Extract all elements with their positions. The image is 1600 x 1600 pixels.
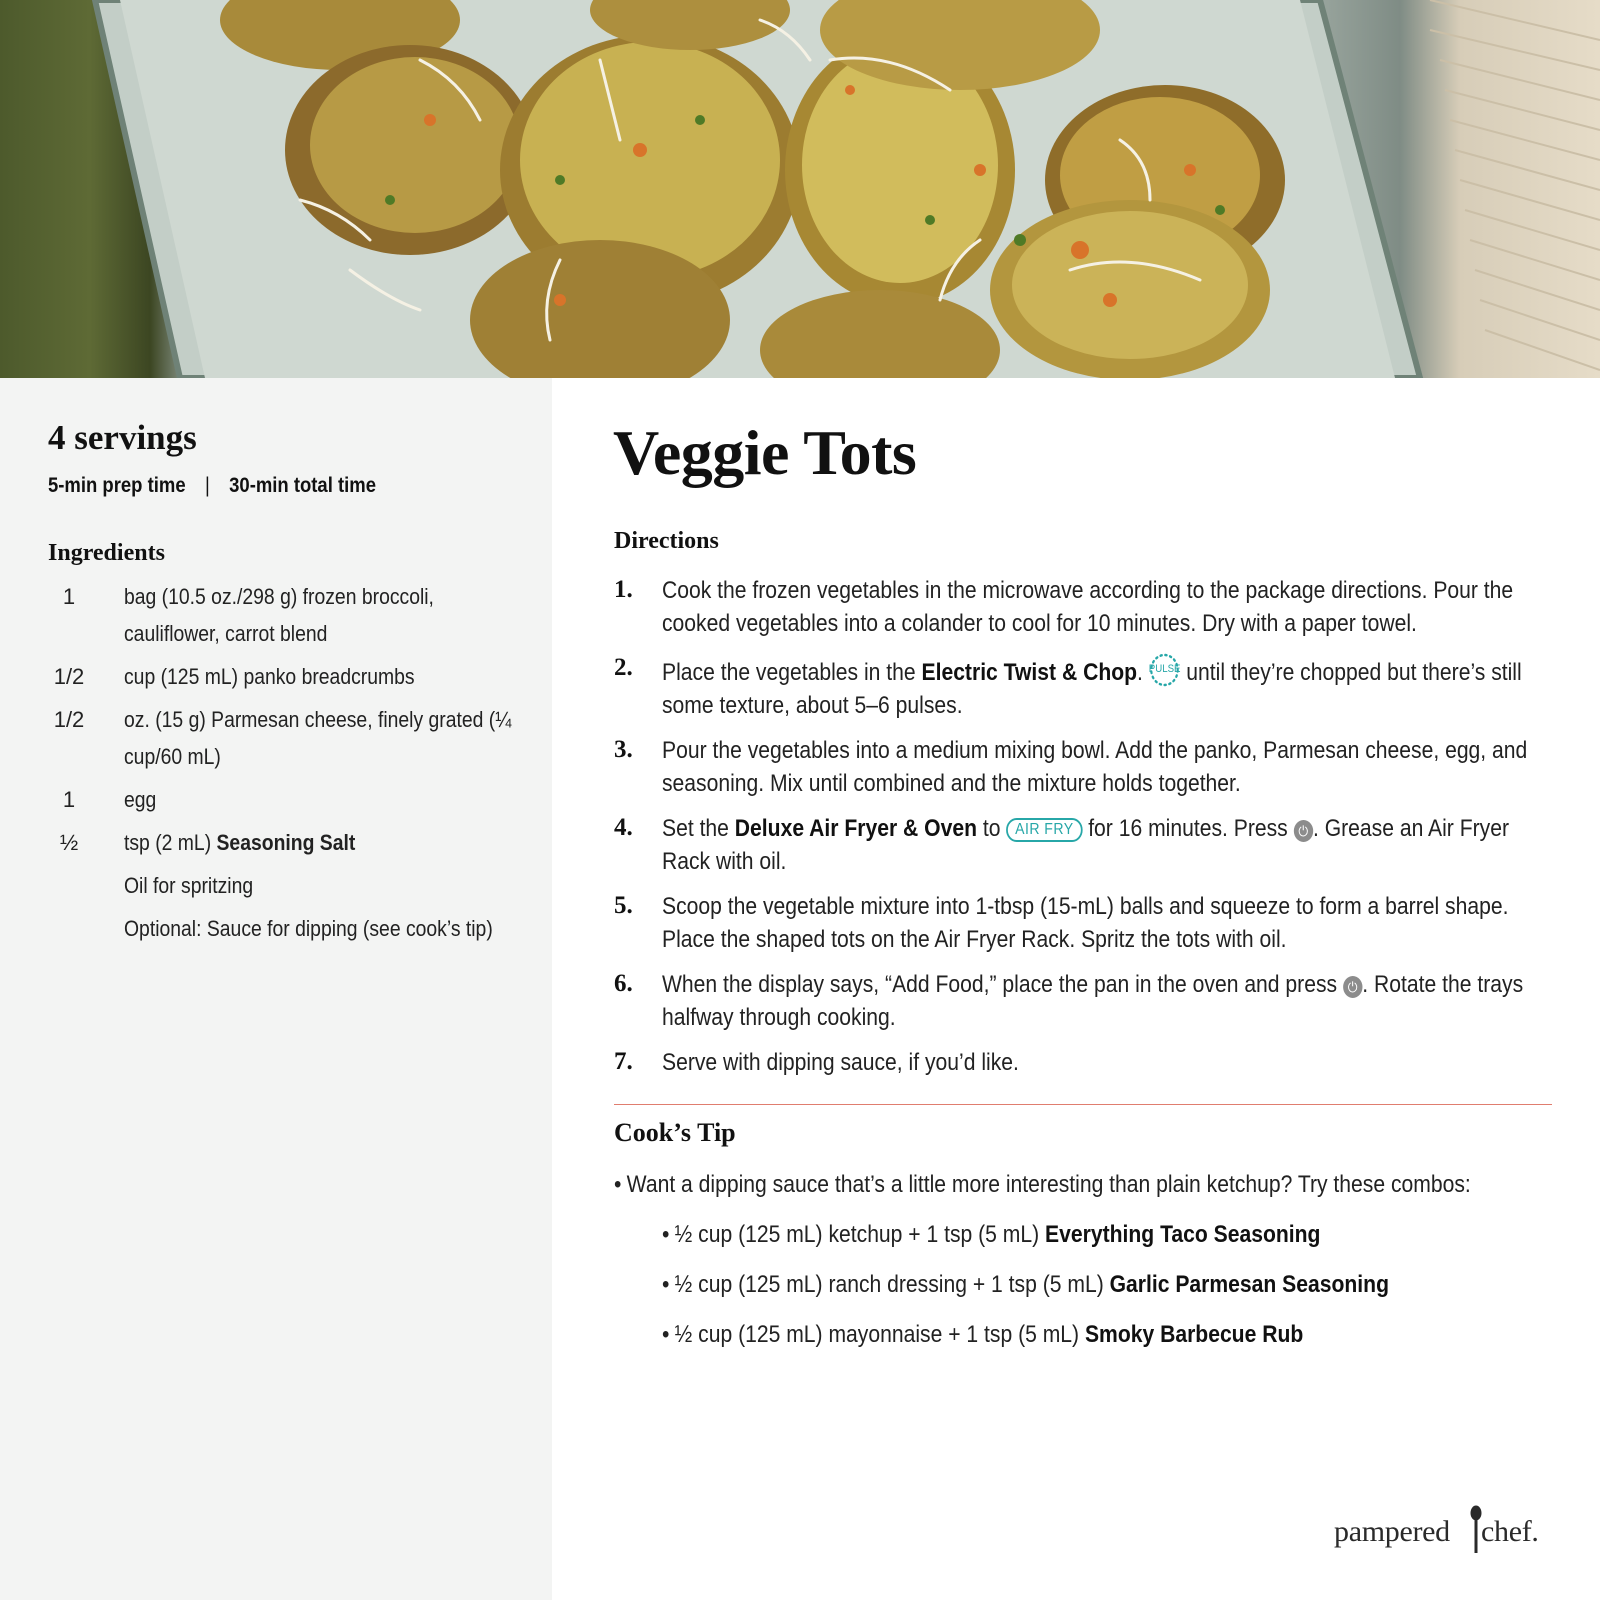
pulse-icon-label: PULSE (1148, 663, 1181, 675)
power-icon: ⏻ (1294, 820, 1313, 842)
step-number: 4. (614, 814, 633, 841)
bullet-icon: • (662, 1321, 670, 1348)
combo-text: ½ cup (125 mL) ranch dressing + 1 tsp (5 mL) (674, 1271, 1110, 1298)
sauce-combo (662, 1218, 1389, 1251)
step-text (662, 968, 1560, 1034)
step-text-part: for 16 minutes. Press (1082, 815, 1294, 842)
product-name: Garlic Parmesan Seasoning (1109, 1271, 1389, 1298)
direction-step (614, 890, 1564, 956)
ingredients-heading: Ingredients (48, 540, 165, 566)
servings-count: 4 servings (48, 418, 197, 457)
step-text: Scoop the vegetable mixture into 1-tbsp (15-mL) balls and squeeze to form a barrel shape. Place the shaped tots on the Air Fryer Rack. Spritz the tots with oil. (662, 893, 1509, 953)
ingredient-quantity: 1/2 (53, 707, 85, 732)
hero-photo (0, 0, 1600, 378)
ingredient-quantity: 1 (62, 584, 76, 609)
product-name: Seasoning Salt (216, 830, 356, 855)
direction-step (614, 734, 1564, 800)
ingredient-text: cup (125 mL) panko breadcrumbs (124, 664, 415, 689)
bullet-icon: • (614, 1171, 622, 1198)
directions-heading: Directions (614, 528, 719, 554)
power-icon: ⏻ (1343, 976, 1362, 998)
sauce-combos-list (662, 1218, 1488, 1368)
ingredient-text: egg (124, 787, 157, 812)
recipe-title: Veggie Tots (613, 417, 917, 488)
ingredient-text (124, 824, 524, 861)
step-number: 7. (614, 1048, 633, 1075)
logo-word-chef: chef. (1481, 1515, 1539, 1548)
step-text-part: . (1137, 659, 1149, 686)
step-text-part: . Grease an Air Fryer Rack with oil. (662, 815, 1509, 875)
sauce-combo (662, 1268, 1389, 1301)
ingredient-text-plain: tsp (2 mL) (124, 830, 217, 855)
ingredient-text: bag (10.5 oz./298 g) frozen broccoli, cauliflower, carrot blend (124, 584, 434, 646)
step-text (662, 812, 1560, 878)
prep-time: 5-min prep time (48, 474, 186, 497)
step-number: 2. (614, 654, 633, 681)
step-text: Serve with dipping sauce, if you’d like. (662, 1049, 1019, 1076)
cooks-tip-heading: Cook’s Tip (614, 1118, 736, 1147)
cooks-tip-intro-text: Want a dipping sauce that’s a little more interesting than plain ketchup? Try these combos: (626, 1171, 1471, 1198)
direction-step (614, 1046, 1564, 1082)
step-text-part: Place the vegetables in the (662, 659, 922, 686)
ingredient-item (48, 910, 528, 947)
step-number: 3. (614, 736, 633, 763)
recipe-sidebar (0, 378, 552, 1600)
combo-text: ½ cup (125 mL) ketchup + 1 tsp (5 mL) (674, 1221, 1046, 1248)
ingredient-text: oz. (15 g) Parmesan cheese, finely grated (¼ cup/60 mL) (124, 707, 512, 769)
product-name: Smoky Barbecue Rub (1084, 1321, 1304, 1348)
product-name: Electric Twist & Chop (921, 659, 1138, 686)
step-text-part: until they’re chopped but there’s still some texture, about 5–6 pulses. (662, 659, 1522, 719)
bullet-icon: • (662, 1221, 670, 1248)
total-time: 30-min total time (229, 474, 376, 497)
directions-list (614, 574, 1564, 1094)
combo-text: ½ cup (125 mL) mayonnaise + 1 tsp (5 mL) (674, 1321, 1085, 1348)
ingredient-item (48, 658, 528, 695)
ingredient-item (48, 867, 528, 904)
product-name: Deluxe Air Fryer & Oven (734, 815, 977, 842)
step-text-part: When the display says, “Add Food,” place the pan in the oven and press (662, 971, 1343, 998)
ingredient-item (48, 824, 528, 861)
direction-step (614, 812, 1564, 878)
step-text: Pour the vegetables into a medium mixing bowl. Add the panko, Parmesan cheese, egg, and seasoning. Mix until combined and the mixture holds together. (662, 737, 1528, 797)
sauce-combo (662, 1318, 1389, 1351)
section-divider (614, 1104, 1552, 1105)
ingredient-item (48, 701, 528, 775)
step-text: Cook the frozen vegetables in the microwave according to the package directions. Pour the cooked vegetables into a colander to cool for 10 minutes. Dry with a paper towel. (662, 577, 1514, 637)
time-separator: | (204, 474, 210, 497)
ingredient-item (48, 781, 528, 818)
step-number: 6. (614, 970, 633, 997)
pampered-chef-logo (1334, 1505, 1554, 1555)
ingredient-text: Oil for spritzing (124, 873, 254, 898)
step-text-part: Set the (662, 815, 735, 842)
ingredient-quantity: 1 (62, 787, 76, 812)
veggie-tots-photo (0, 0, 1600, 378)
cooks-tip-intro (614, 1168, 1471, 1201)
air-fry-button-label: AIR FRY (1006, 818, 1082, 842)
ingredients-list (48, 578, 528, 953)
ingredient-item (48, 578, 528, 652)
ingredient-text: Optional: Sauce for dipping (see cook’s tip) (124, 916, 493, 941)
bullet-icon: • (662, 1271, 670, 1298)
ingredient-quantity: ½ (59, 830, 79, 855)
step-number: 1. (614, 576, 633, 603)
pulse-button-icon (1149, 652, 1181, 688)
step-text-part: . Rotate the trays halfway through cooking. (662, 971, 1524, 1031)
product-name: Everything Taco Seasoning (1045, 1221, 1321, 1248)
step-text (662, 652, 1560, 722)
direction-step (614, 968, 1564, 1034)
direction-step (614, 652, 1564, 722)
step-text-part: to (976, 815, 1007, 842)
step-number: 5. (614, 892, 633, 919)
recipe-times (48, 474, 376, 498)
ingredient-quantity: 1/2 (53, 664, 85, 689)
logo-word-pampered: pampered (1334, 1515, 1450, 1548)
direction-step (614, 574, 1564, 640)
